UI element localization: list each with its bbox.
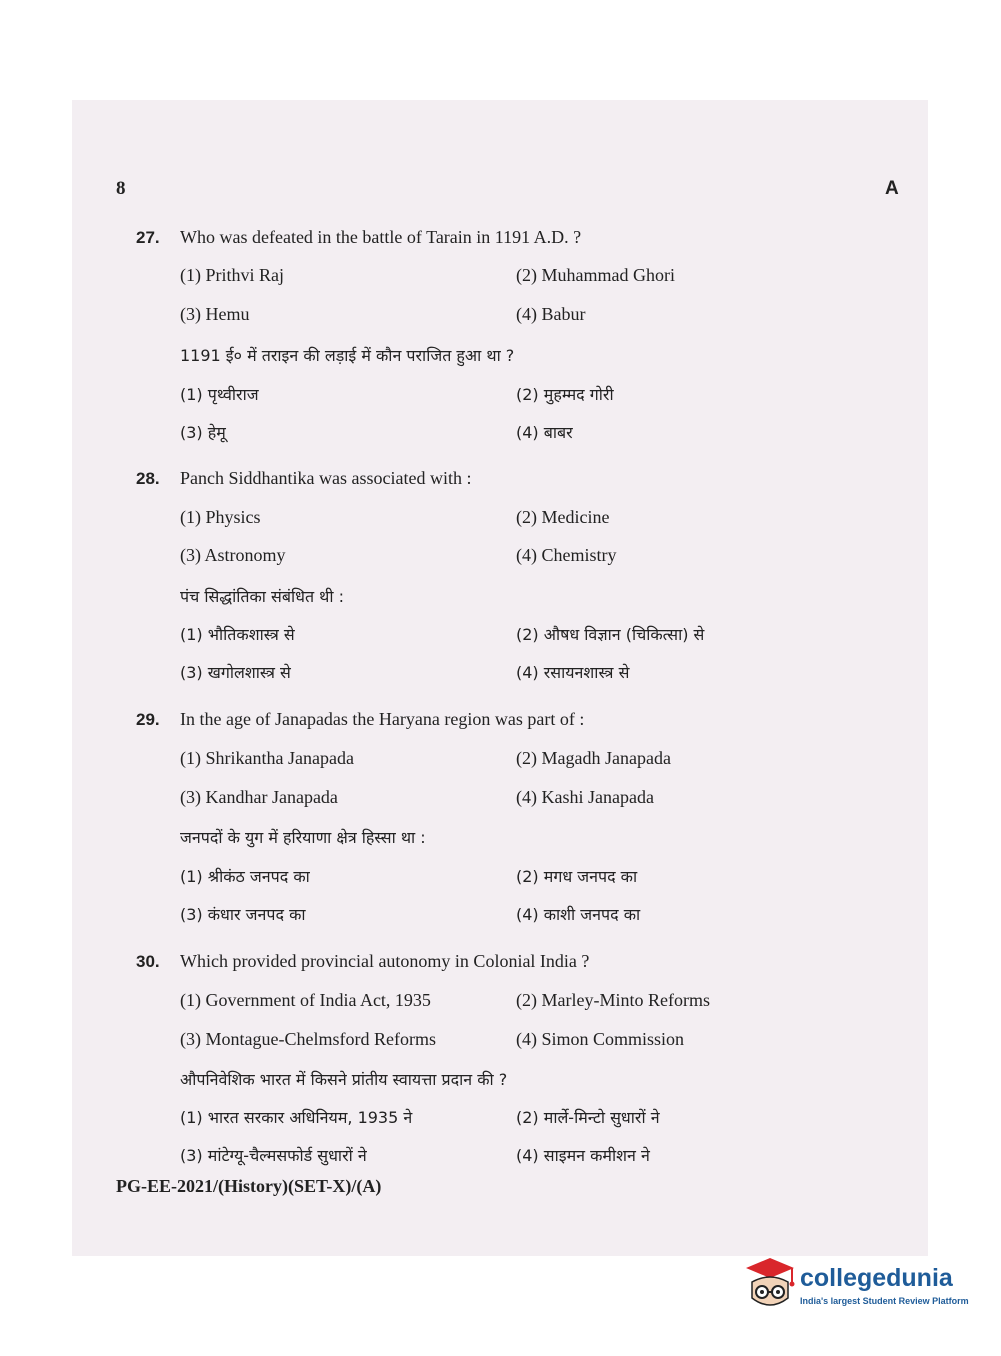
- question-text-hi: 1191 ई० में तराइन की लड़ाई में कौन पराजित हुआ था ?: [180, 346, 515, 365]
- question-text-hi: पंच सिद्धांतिका संबंधित थी :: [180, 587, 344, 606]
- option-hi-1: (1) श्रीकंठ जनपद का: [180, 867, 310, 886]
- question-number: 27.: [136, 228, 160, 247]
- option-hi-3: (3) कंधार जनपद का: [180, 905, 306, 924]
- brand-name: collegedunia: [800, 1264, 953, 1292]
- option-hi-3: (3) मांटेग्यू-चैल्मसफोर्ड सुधारों ने: [180, 1146, 367, 1165]
- option-en-2: (2) Marley-Minto Reforms: [516, 990, 710, 1010]
- question-number: 28.: [136, 469, 160, 488]
- option-en-3: (3) Montague-Chelmsford Reforms: [180, 1029, 436, 1049]
- option-hi-4: (4) बाबर: [516, 423, 573, 442]
- option-en-2: (2) Medicine: [516, 507, 610, 527]
- option-hi-1: (1) भौतिकशास्त्र से: [180, 625, 295, 644]
- option-en-4: (4) Kashi Janapada: [516, 787, 654, 807]
- option-hi-1: (1) भारत सरकार अधिनियम, 1935 ने: [180, 1108, 413, 1127]
- option-en-3: (3) Kandhar Janapada: [180, 787, 338, 807]
- option-hi-4: (4) रसायनशास्त्र से: [516, 663, 630, 682]
- set-letter: A: [885, 178, 899, 199]
- option-en-4: (4) Chemistry: [516, 545, 617, 565]
- option-en-2: (2) Magadh Janapada: [516, 748, 671, 768]
- option-en-4: (4) Simon Commission: [516, 1029, 685, 1049]
- brand-tagline: India's largest Student Review Platform: [800, 1296, 969, 1306]
- option-hi-2: (2) मगध जनपद का: [516, 867, 638, 886]
- option-hi-3: (3) हेमू: [180, 423, 226, 442]
- question-number: 29.: [136, 710, 160, 729]
- option-en-4: (4) Babur: [516, 304, 586, 324]
- graduate-mascot-icon: [742, 1254, 798, 1314]
- question-text-en: Which provided provincial autonomy in Colonial India ?: [180, 951, 590, 971]
- option-en-1: (1) Government of India Act, 1935: [180, 990, 431, 1010]
- question-number: 30.: [136, 952, 160, 971]
- option-en-2: (2) Muhammad Ghori: [516, 265, 675, 285]
- paper-code-footer: PG-EE-2021/(History)(SET-X)/(A): [116, 1176, 382, 1196]
- option-en-3: (3) Hemu: [180, 304, 250, 324]
- option-en-1: (1) Shrikantha Janapada: [180, 748, 354, 768]
- option-hi-1: (1) पृथ्वीराज: [180, 385, 259, 404]
- option-hi-4: (4) साइमन कमीशन ने: [516, 1146, 650, 1165]
- option-hi-4: (4) काशी जनपद का: [516, 905, 641, 924]
- option-en-3: (3) Astronomy: [180, 545, 286, 565]
- question-text-hi: औपनिवेशिक भारत में किसने प्रांतीय स्वायत्ता प्रदान की ?: [180, 1070, 508, 1089]
- page-number: 8: [116, 178, 126, 199]
- question-text-en: Panch Siddhantika was associated with :: [180, 468, 472, 488]
- question-text-hi: जनपदों के युग में हरियाणा क्षेत्र हिस्सा था :: [180, 828, 426, 847]
- option-hi-2: (2) मुहम्मद गोरी: [516, 385, 614, 404]
- option-en-1: (1) Prithvi Raj: [180, 265, 284, 285]
- option-hi-3: (3) खगोलशास्त्र से: [180, 663, 291, 682]
- question-text-en: Who was defeated in the battle of Tarain in 1191 A.D. ?: [180, 227, 582, 247]
- option-en-1: (1) Physics: [180, 507, 261, 527]
- option-hi-2: (2) औषध विज्ञान (चिकित्सा) से: [516, 625, 705, 644]
- question-text-en: In the age of Janapadas the Haryana region was part of :: [180, 709, 585, 729]
- option-hi-2: (2) मार्ले-मिन्टो सुधारों ने: [516, 1108, 660, 1127]
- collegedunia-logo[interactable]: [742, 1254, 972, 1316]
